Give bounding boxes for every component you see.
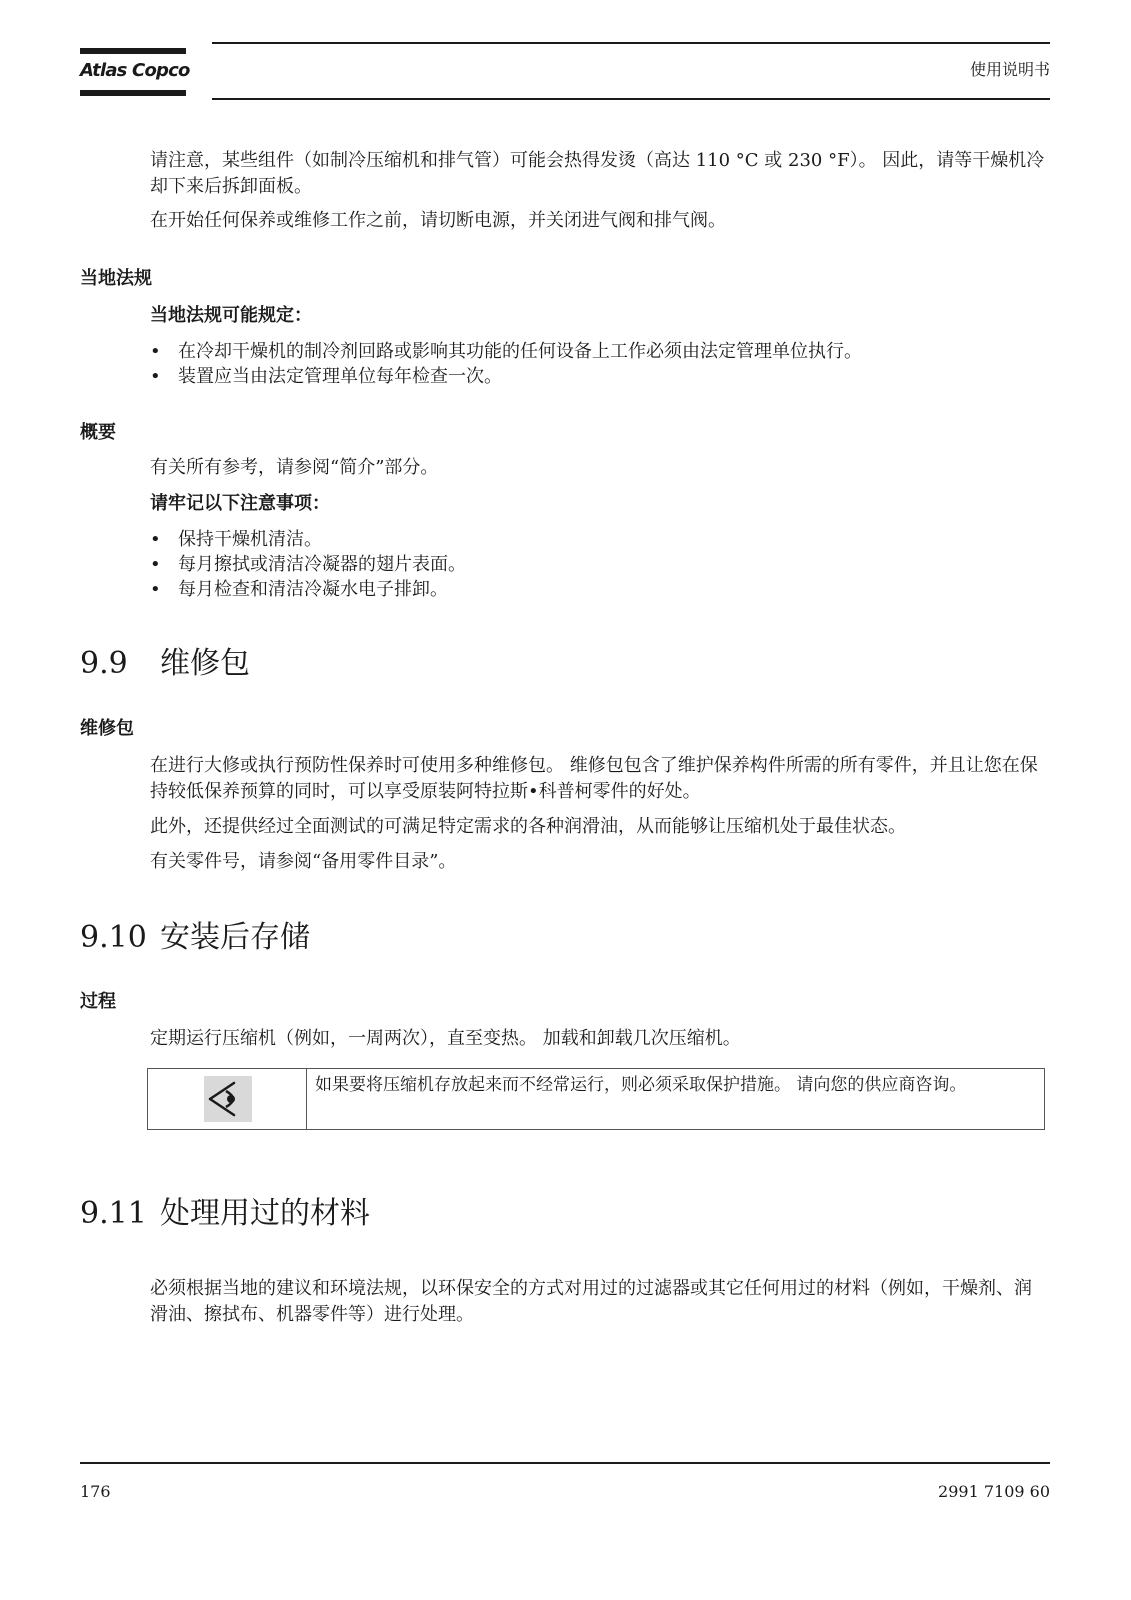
general-lead: 请牢记以下注意事项：: [150, 493, 330, 514]
general-paragraph-reference: 有关所有参考，请参阅“简介”部分。: [150, 457, 439, 478]
note-icon-cell: [148, 1069, 307, 1129]
document-title: 使用说明书: [969, 60, 1050, 79]
general-heading: 概要: [80, 422, 116, 443]
procedure-paragraph: 定期运行压缩机（例如，一周两次），直至变热。 加载和卸载几次压缩机。: [150, 1028, 741, 1049]
disposal-paragraph: 必须根据当地的建议和环境法规，以环保安全的方式对用过的过滤器或其它任何用过的材料（例如，干燥剂、润滑油、擦拭布、机器零件等）进行处理。: [150, 1278, 1032, 1325]
list-item: • 保持干燥机清洁。: [150, 527, 1045, 552]
local-regulations-heading: 当地法规: [80, 268, 152, 289]
storage-note-box: [147, 1068, 1045, 1130]
header-rule-top: [212, 42, 1050, 44]
logo-bar-top: [80, 48, 186, 54]
intro-paragraph-power-off: 在开始任何保养或维修工作之前，请切断电源，并关闭进气阀和排气阀。: [150, 210, 726, 231]
section-number: 9.10: [80, 920, 147, 955]
procedure-subheading: 过程: [80, 991, 116, 1012]
service-kits-paragraph-2: 此外，还提供经过全面测试的可满足特定需求的各种润滑油，从而能够让压缩机处于最佳状态。: [150, 816, 906, 837]
footer-rule: [80, 1462, 1050, 1464]
section-title: 维修包: [160, 646, 250, 681]
logo-bar-bottom: [80, 90, 186, 96]
section-number: 9.11: [80, 1196, 147, 1231]
atlas-copco-logo: [80, 48, 190, 98]
section-title: 处理用过的材料: [160, 1196, 370, 1231]
note-text: 如果要将压缩机存放起来而不经常运行，则必须采取保护措施。 请向您的供应商咨询。: [315, 1075, 967, 1095]
info-eye-icon: [204, 1076, 252, 1122]
list-item: • 每月检查和清洁冷凝水电子排卸。: [150, 577, 1045, 602]
logo-text: Atlas Copco: [80, 60, 190, 81]
service-kits-subheading: 维修包: [80, 718, 134, 739]
list-item: • 装置应当由法定管理单位每年检查一次。: [150, 364, 1045, 389]
service-kits-paragraph-3: 有关零件号，请参阅“备用零件目录”。: [150, 851, 457, 872]
general-list: [150, 527, 1045, 602]
intro-paragraph-hot-components: 请注意，某些组件（如制冷压缩机和排气管）可能会热得发烫（高达 110 °C 或 230 °F）。 因此，请等干燥机冷却下来后拆卸面板。: [150, 150, 1045, 197]
document-number: 2991 7109 60: [938, 1482, 1050, 1501]
section-heading-9-10: [80, 920, 310, 956]
local-regulations-lead: 当地法规可能规定：: [150, 305, 312, 326]
list-item: • 在冷却干燥机的制冷剂回路或影响其功能的任何设备上工作必须由法定管理单位执行。: [150, 339, 1045, 364]
section-heading-9-11: [80, 1196, 370, 1232]
local-regulations-list: [150, 339, 1045, 389]
service-kits-paragraph-1: 在进行大修或执行预防性保养时可使用多种维修包。 维修包包含了维护保养构件所需的所有零件，并且让您在保持较低保养预算的同时，可以享受原装阿特拉斯•科普柯零件的好处。: [150, 755, 1038, 802]
list-item: • 每月擦拭或清洁冷凝器的翅片表面。: [150, 552, 1045, 577]
section-title: 安装后存储: [160, 920, 310, 955]
section-number: 9.9: [80, 646, 128, 681]
page-number: 176: [80, 1482, 111, 1501]
header-rule-bottom: [212, 98, 1050, 100]
section-heading-9-9: [80, 646, 250, 682]
